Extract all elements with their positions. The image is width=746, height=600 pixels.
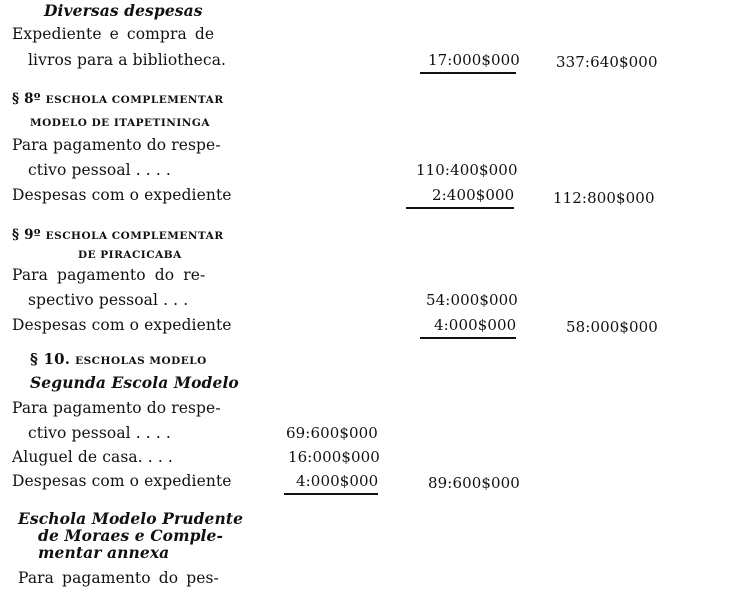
- section-9-heading-line-2: [78, 245, 182, 264]
- expediente-total: 337:640$000: [556, 53, 658, 71]
- section-8-pagamento-amount: 110:400$000: [416, 161, 518, 179]
- section-8-total: 112:800$000: [553, 189, 655, 207]
- section-8-line-2: MODELO DE ITAPETININGA: [30, 117, 210, 129]
- section-10-heading: [30, 350, 207, 370]
- section-8-underline: [406, 207, 514, 209]
- section-8-mark: § 8º: [12, 91, 41, 107]
- section-9-pagamento-line-2: spectivo pessoal . . .: [28, 291, 189, 309]
- section-8-line-1: ESCHOLA COMPLEMENTAR: [45, 94, 224, 106]
- section-10-aluguel-label: Aluguel de casa. . . .: [12, 448, 173, 466]
- section-10-underline: [284, 493, 378, 495]
- section-8-heading-line-2: [30, 113, 210, 132]
- prudente-pagamento-line-1: Para pagamento do pes-: [18, 569, 219, 587]
- section-10-subtitle: Segunda Escola Modelo: [30, 373, 239, 392]
- heading-diversas-despesas: Diversas despesas: [44, 1, 203, 20]
- expediente-amount: 17:000$000: [428, 51, 520, 69]
- section-9-underline: [420, 337, 516, 339]
- section-9-pagamento-amount: 54:000$000: [426, 291, 518, 309]
- section-10-pagamento-line-1: Para pagamento do respe-: [12, 399, 221, 417]
- section-10-aluguel-amount: 16:000$000: [288, 448, 380, 466]
- section-8-expediente-amount: 2:400$000: [432, 186, 515, 204]
- section-9-line-2: DE PIRACICABA: [78, 249, 182, 261]
- section-10-mark: § 10.: [30, 350, 71, 368]
- prudente-line-2: de Moraes e Comple-: [38, 526, 224, 545]
- section-10-pagamento-amount: 69:600$000: [286, 424, 378, 442]
- prudente-line-1: Eschola Modelo Prudente: [18, 509, 244, 528]
- section-8-pagamento-line-1: Para pagamento do respe-: [12, 136, 221, 154]
- section-10-title: ESCHOLAS MODELO: [75, 355, 207, 367]
- section-8-pagamento-line-2: ctivo pessoal . . . .: [28, 161, 171, 179]
- section-9-mark: § 9º: [12, 227, 41, 243]
- section-9-total: 58:000$000: [566, 318, 658, 336]
- section-10-expediente-amount: 4:000$000: [296, 472, 379, 490]
- section-9-heading: [12, 226, 224, 245]
- section-10-pagamento-line-2: ctivo pessoal . . . .: [28, 424, 171, 442]
- section-9-line-1: ESCHOLA COMPLEMENTAR: [45, 230, 224, 242]
- section-9-expediente-amount: 4:000$000: [434, 316, 517, 334]
- section-10-subtotal: 89:600$000: [428, 474, 520, 492]
- expediente-line-2: livros para a bibliotheca.: [28, 51, 227, 69]
- section-8-heading: [12, 90, 224, 109]
- expediente-underline: [420, 72, 516, 74]
- prudente-line-3: mentar annexa: [38, 543, 170, 562]
- section-9-pagamento-line-1: Para pagamento do re-: [12, 266, 206, 284]
- section-8-expediente-label: Despesas com o expediente: [12, 186, 232, 204]
- expediente-line-1: Expediente e compra de: [12, 25, 215, 43]
- section-10-expediente-label: Despesas com o expediente: [12, 472, 232, 490]
- section-9-expediente-label: Despesas com o expediente: [12, 316, 232, 334]
